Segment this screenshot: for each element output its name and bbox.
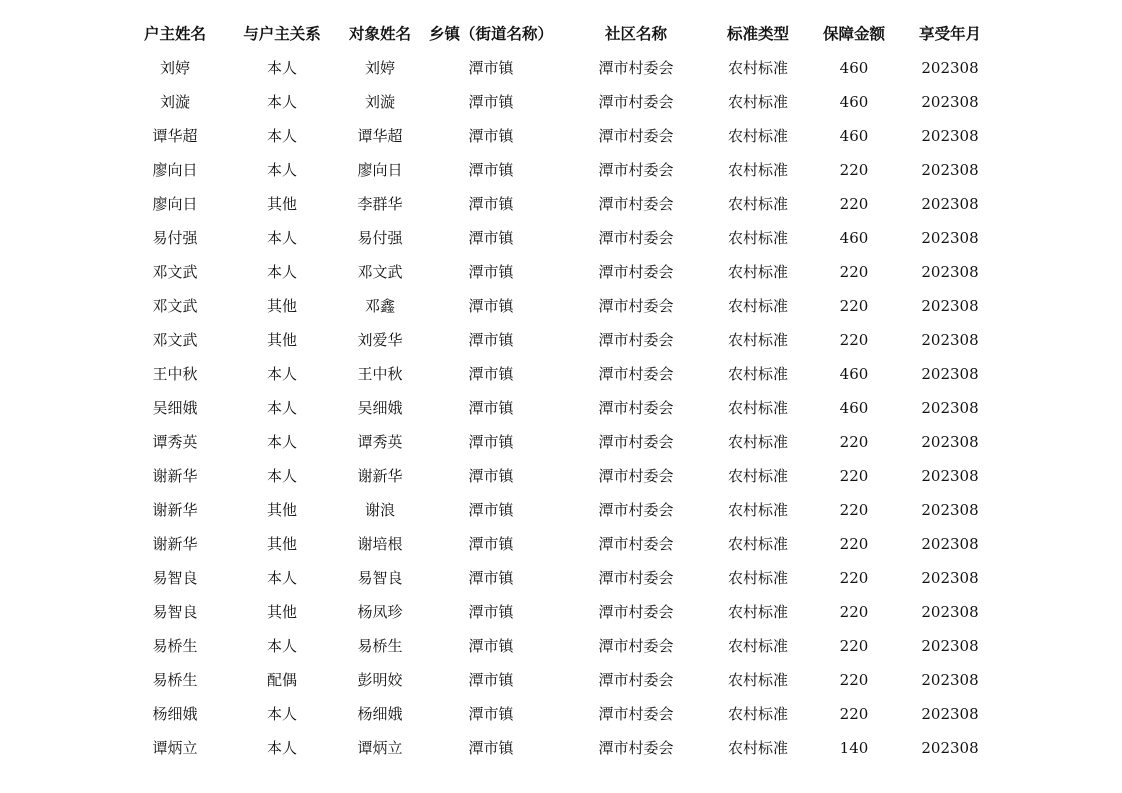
cell-household-head-name: 吴细娥: [152, 399, 198, 417]
cell-amount: 220: [839, 467, 869, 485]
cell-standard-type: 农村标准: [727, 59, 788, 77]
cell-township: 潭市镇: [468, 365, 514, 383]
cell-recipient-name: 邓鑫: [364, 297, 395, 315]
cell-township: 潭市镇: [468, 705, 514, 723]
cell-amount: 460: [839, 229, 869, 247]
cell-month: 202308: [921, 637, 979, 655]
table-row: [0, 255, 1122, 289]
cell-month: 202308: [921, 195, 979, 213]
cell-household-head-name: 刘婷: [159, 59, 190, 77]
cell-month: 202308: [921, 229, 979, 247]
cell-month: 202308: [921, 671, 979, 689]
cell-household-head-name: 杨细娥: [152, 705, 198, 723]
cell-township: 潭市镇: [468, 127, 514, 145]
cell-standard-type: 农村标准: [727, 93, 788, 111]
table-row: [0, 221, 1122, 255]
header-standard-type: 标准类型: [726, 24, 789, 43]
cell-standard-type: 农村标准: [727, 467, 788, 485]
cell-amount: 220: [839, 671, 869, 689]
cell-amount: 460: [839, 59, 869, 77]
cell-recipient-name: 易桥生: [357, 637, 403, 655]
cell-standard-type: 农村标准: [727, 161, 788, 179]
cell-township: 潭市镇: [468, 501, 514, 519]
cell-relationship: 本人: [266, 467, 297, 485]
cell-household-head-name: 邓文武: [152, 263, 198, 281]
cell-township: 潭市镇: [468, 399, 514, 417]
cell-relationship: 其他: [266, 535, 297, 553]
cell-month: 202308: [921, 263, 979, 281]
cell-township: 潭市镇: [468, 59, 514, 77]
table-row: [0, 357, 1122, 391]
cell-recipient-name: 杨凤珍: [357, 603, 403, 621]
cell-community: 潭市村委会: [598, 467, 674, 485]
table-row: [0, 731, 1122, 765]
header-community: 社区名称: [604, 24, 667, 43]
cell-household-head-name: 邓文武: [152, 331, 198, 349]
cell-relationship: 本人: [266, 705, 297, 723]
cell-relationship: 本人: [266, 637, 297, 655]
cell-relationship: 本人: [266, 263, 297, 281]
cell-amount: 140: [839, 739, 869, 757]
table-row: [0, 425, 1122, 459]
cell-township: 潭市镇: [468, 297, 514, 315]
cell-relationship: 本人: [266, 127, 297, 145]
table-row: [0, 697, 1122, 731]
cell-amount: 460: [839, 93, 869, 111]
cell-relationship: 本人: [266, 399, 297, 417]
cell-community: 潭市村委会: [598, 739, 674, 757]
cell-relationship: 配偶: [266, 671, 297, 689]
cell-recipient-name: 李群华: [357, 195, 403, 213]
cell-recipient-name: 谢浪: [364, 501, 395, 519]
cell-month: 202308: [921, 161, 979, 179]
cell-standard-type: 农村标准: [727, 603, 788, 621]
cell-standard-type: 农村标准: [727, 535, 788, 553]
cell-township: 潭市镇: [468, 603, 514, 621]
table-row: [0, 187, 1122, 221]
cell-month: 202308: [921, 365, 979, 383]
cell-community: 潭市村委会: [598, 671, 674, 689]
cell-month: 202308: [921, 535, 979, 553]
cell-standard-type: 农村标准: [727, 569, 788, 587]
cell-recipient-name: 刘漩: [364, 93, 395, 111]
cell-township: 潭市镇: [468, 671, 514, 689]
table-row: [0, 119, 1122, 153]
cell-relationship: 其他: [266, 603, 297, 621]
cell-recipient-name: 易付强: [357, 229, 403, 247]
table-row: [0, 459, 1122, 493]
cell-recipient-name: 谭秀英: [357, 433, 403, 451]
cell-community: 潭市村委会: [598, 433, 674, 451]
cell-standard-type: 农村标准: [727, 705, 788, 723]
table-row: [0, 51, 1122, 85]
cell-recipient-name: 刘爱华: [357, 331, 403, 349]
cell-township: 潭市镇: [468, 331, 514, 349]
table-row: [0, 629, 1122, 663]
cell-amount: 460: [839, 127, 869, 145]
cell-recipient-name: 邓文武: [357, 263, 403, 281]
cell-relationship: 本人: [266, 93, 297, 111]
cell-community: 潭市村委会: [598, 399, 674, 417]
cell-month: 202308: [921, 127, 979, 145]
table-header-row: [0, 17, 1122, 51]
cell-month: 202308: [921, 93, 979, 111]
cell-household-head-name: 谢新华: [152, 535, 198, 553]
cell-township: 潭市镇: [468, 195, 514, 213]
table-row: [0, 85, 1122, 119]
cell-amount: 220: [839, 433, 869, 451]
cell-relationship: 本人: [266, 739, 297, 757]
cell-household-head-name: 谢新华: [152, 467, 198, 485]
header-township: 乡镇（街道名称）: [428, 24, 553, 43]
table-row: [0, 323, 1122, 357]
cell-household-head-name: 易付强: [152, 229, 198, 247]
cell-community: 潭市村委会: [598, 603, 674, 621]
cell-amount: 220: [839, 195, 869, 213]
cell-month: 202308: [921, 467, 979, 485]
cell-standard-type: 农村标准: [727, 365, 788, 383]
cell-community: 潭市村委会: [598, 59, 674, 77]
table-row: [0, 663, 1122, 697]
header-recipient-name: 对象姓名: [348, 24, 411, 43]
cell-recipient-name: 谭炳立: [357, 739, 403, 757]
cell-household-head-name: 谢新华: [152, 501, 198, 519]
cell-household-head-name: 谭炳立: [152, 739, 198, 757]
table-row: [0, 391, 1122, 425]
cell-recipient-name: 谢培根: [357, 535, 403, 553]
cell-community: 潭市村委会: [598, 127, 674, 145]
cell-recipient-name: 彭明姣: [357, 671, 403, 689]
cell-township: 潭市镇: [468, 433, 514, 451]
cell-month: 202308: [921, 331, 979, 349]
cell-amount: 460: [839, 399, 869, 417]
cell-month: 202308: [921, 433, 979, 451]
cell-standard-type: 农村标准: [727, 433, 788, 451]
cell-recipient-name: 王中秋: [357, 365, 403, 383]
cell-recipient-name: 刘婷: [364, 59, 395, 77]
cell-standard-type: 农村标准: [727, 263, 788, 281]
cell-relationship: 本人: [266, 569, 297, 587]
cell-month: 202308: [921, 297, 979, 315]
cell-amount: 220: [839, 161, 869, 179]
cell-amount: 220: [839, 603, 869, 621]
header-amount: 保障金额: [822, 24, 885, 43]
cell-recipient-name: 杨细娥: [357, 705, 403, 723]
cell-community: 潭市村委会: [598, 637, 674, 655]
cell-township: 潭市镇: [468, 569, 514, 587]
cell-standard-type: 农村标准: [727, 297, 788, 315]
header-relationship: 与户主关系: [243, 24, 321, 43]
cell-community: 潭市村委会: [598, 535, 674, 553]
cell-amount: 220: [839, 569, 869, 587]
cell-recipient-name: 谭华超: [357, 127, 403, 145]
cell-relationship: 其他: [266, 297, 297, 315]
cell-township: 潭市镇: [468, 739, 514, 757]
cell-relationship: 本人: [266, 365, 297, 383]
table-row: [0, 153, 1122, 187]
cell-month: 202308: [921, 705, 979, 723]
cell-standard-type: 农村标准: [727, 501, 788, 519]
cell-community: 潭市村委会: [598, 331, 674, 349]
cell-relationship: 本人: [266, 161, 297, 179]
cell-standard-type: 农村标准: [727, 127, 788, 145]
cell-relationship: 本人: [266, 59, 297, 77]
cell-amount: 460: [839, 365, 869, 383]
table-row: [0, 289, 1122, 323]
cell-community: 潭市村委会: [598, 569, 674, 587]
cell-community: 潭市村委会: [598, 195, 674, 213]
cell-month: 202308: [921, 569, 979, 587]
table-row: [0, 561, 1122, 595]
cell-community: 潭市村委会: [598, 365, 674, 383]
cell-standard-type: 农村标准: [727, 331, 788, 349]
cell-month: 202308: [921, 739, 979, 757]
cell-recipient-name: 吴细娥: [357, 399, 403, 417]
cell-relationship: 本人: [266, 229, 297, 247]
cell-amount: 220: [839, 331, 869, 349]
table-row: [0, 493, 1122, 527]
cell-household-head-name: 易桥生: [152, 637, 198, 655]
cell-community: 潭市村委会: [598, 705, 674, 723]
cell-household-head-name: 王中秋: [152, 365, 198, 383]
cell-township: 潭市镇: [468, 93, 514, 111]
cell-household-head-name: 廖向日: [152, 161, 198, 179]
cell-month: 202308: [921, 501, 979, 519]
cell-amount: 220: [839, 297, 869, 315]
cell-amount: 220: [839, 535, 869, 553]
cell-community: 潭市村委会: [598, 297, 674, 315]
cell-amount: 220: [839, 705, 869, 723]
cell-recipient-name: 谢新华: [357, 467, 403, 485]
header-household-head-name: 户主姓名: [143, 24, 206, 43]
cell-standard-type: 农村标准: [727, 637, 788, 655]
cell-township: 潭市镇: [468, 637, 514, 655]
cell-amount: 220: [839, 637, 869, 655]
table-row: [0, 595, 1122, 629]
cell-community: 潭市村委会: [598, 263, 674, 281]
header-month: 享受年月: [918, 24, 981, 43]
cell-standard-type: 农村标准: [727, 739, 788, 757]
cell-month: 202308: [921, 59, 979, 77]
cell-township: 潭市镇: [468, 263, 514, 281]
cell-community: 潭市村委会: [598, 161, 674, 179]
cell-household-head-name: 邓文武: [152, 297, 198, 315]
cell-community: 潭市村委会: [598, 93, 674, 111]
cell-household-head-name: 易桥生: [152, 671, 198, 689]
cell-household-head-name: 谭秀英: [152, 433, 198, 451]
cell-relationship: 其他: [266, 331, 297, 349]
cell-standard-type: 农村标准: [727, 195, 788, 213]
cell-month: 202308: [921, 603, 979, 621]
cell-household-head-name: 易智良: [152, 569, 198, 587]
cell-amount: 220: [839, 501, 869, 519]
cell-township: 潭市镇: [468, 161, 514, 179]
cell-standard-type: 农村标准: [727, 229, 788, 247]
cell-township: 潭市镇: [468, 229, 514, 247]
cell-relationship: 其他: [266, 501, 297, 519]
cell-standard-type: 农村标准: [727, 399, 788, 417]
cell-household-head-name: 廖向日: [152, 195, 198, 213]
cell-recipient-name: 廖向日: [357, 161, 403, 179]
cell-township: 潭市镇: [468, 535, 514, 553]
cell-community: 潭市村委会: [598, 229, 674, 247]
cell-relationship: 其他: [266, 195, 297, 213]
cell-community: 潭市村委会: [598, 501, 674, 519]
cell-amount: 220: [839, 263, 869, 281]
cell-household-head-name: 刘漩: [159, 93, 190, 111]
table-row: [0, 527, 1122, 561]
cell-relationship: 本人: [266, 433, 297, 451]
cell-month: 202308: [921, 399, 979, 417]
cell-household-head-name: 谭华超: [152, 127, 198, 145]
cell-township: 潭市镇: [468, 467, 514, 485]
cell-household-head-name: 易智良: [152, 603, 198, 621]
cell-recipient-name: 易智良: [357, 569, 403, 587]
cell-standard-type: 农村标准: [727, 671, 788, 689]
